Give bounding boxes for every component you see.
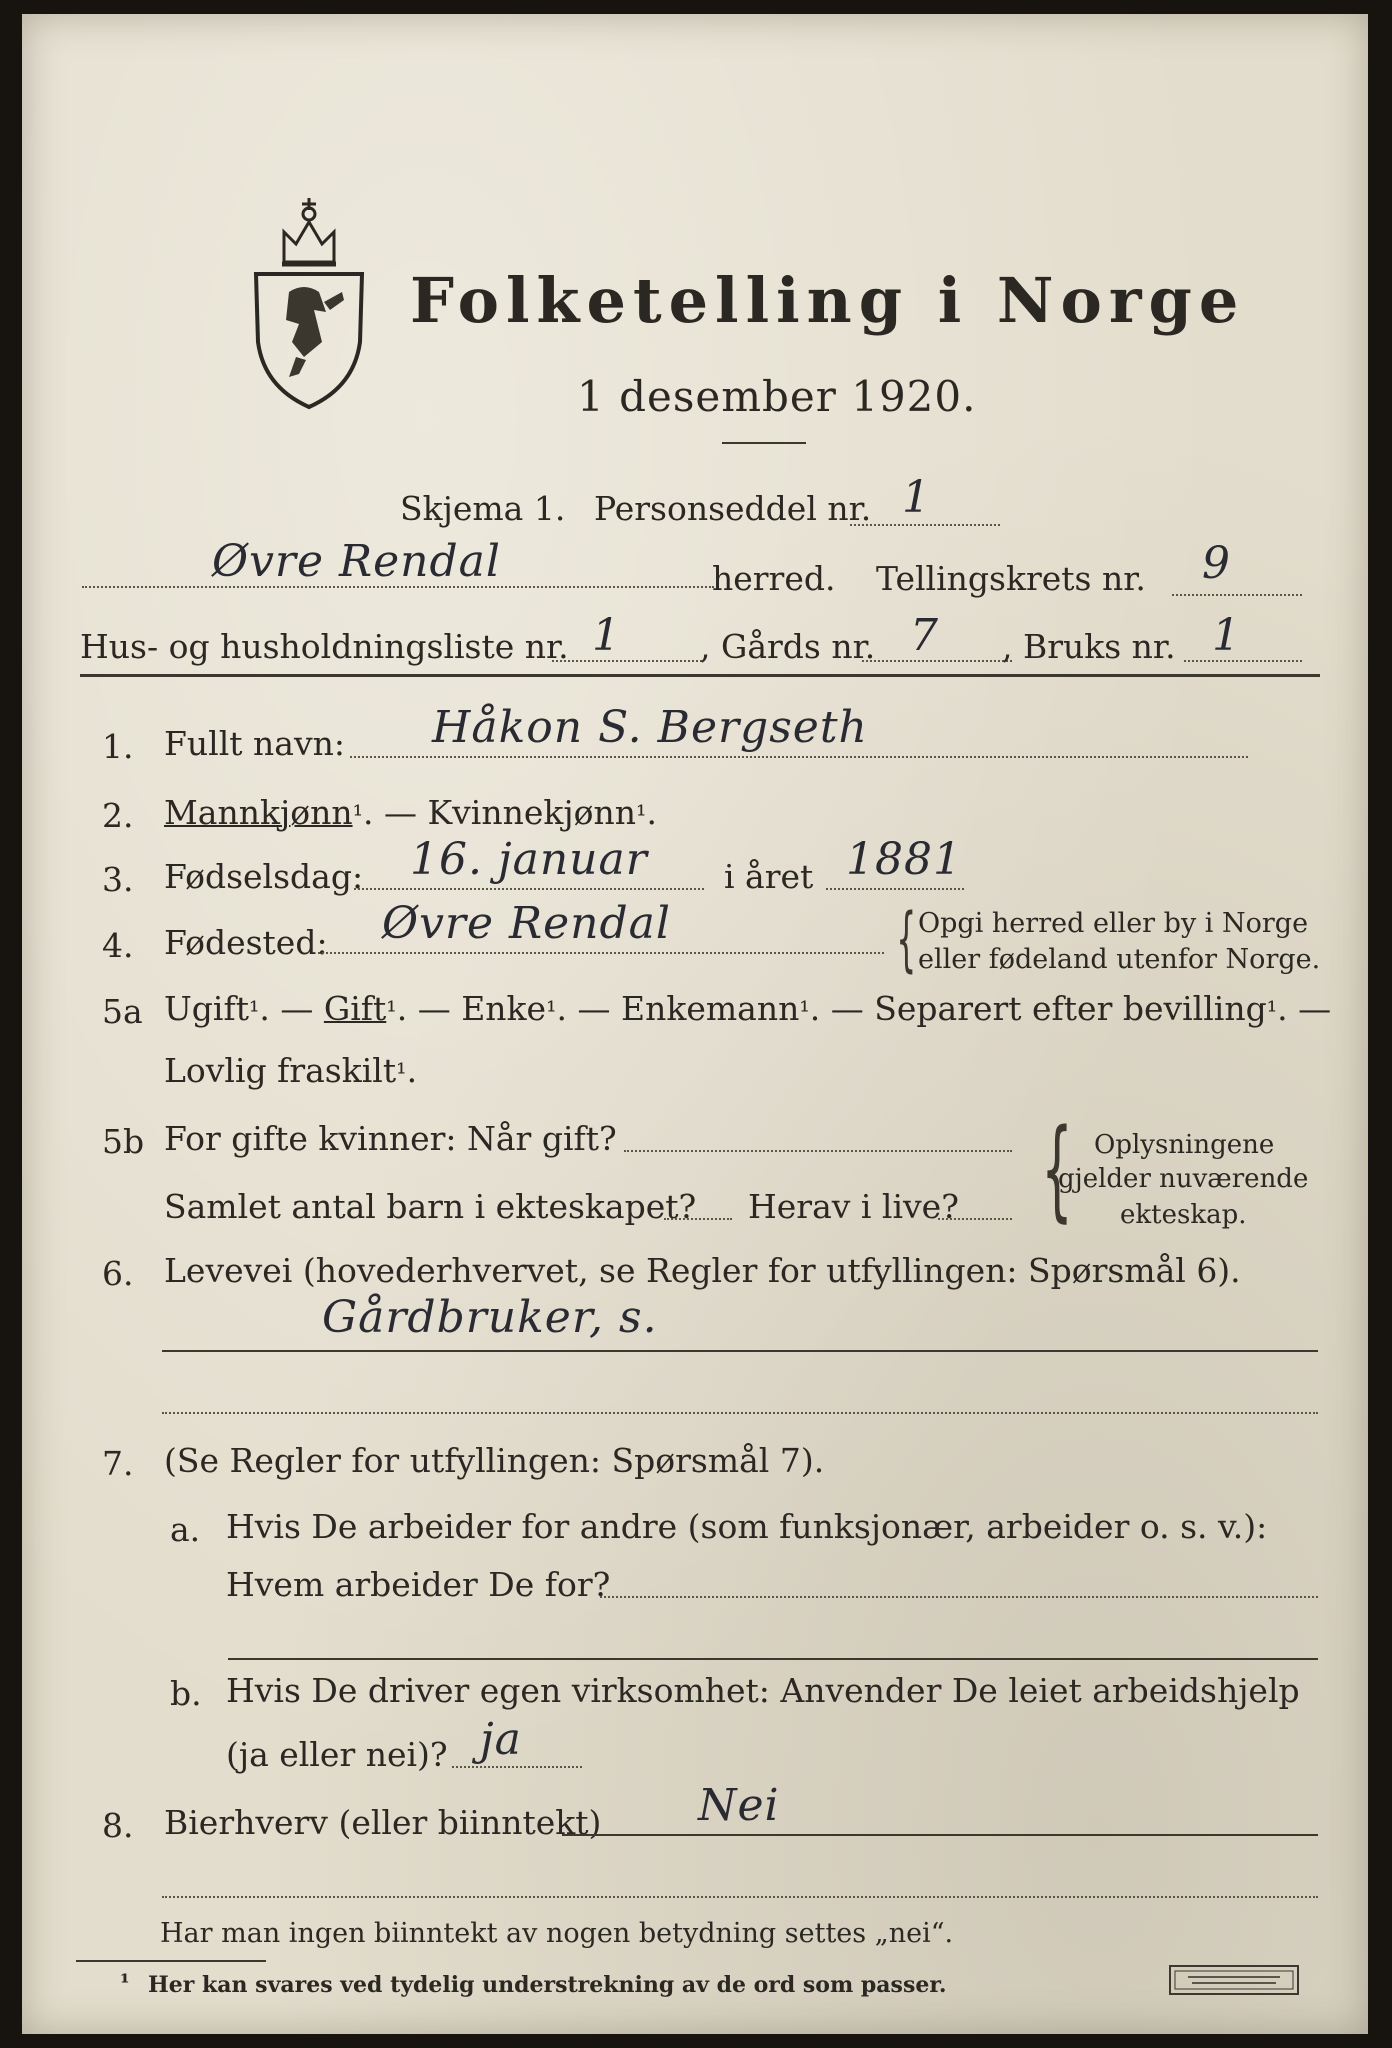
q5b-note-brace: { (1041, 1105, 1073, 1233)
q7b-line1: Hvis De driver egen virksomhet: Anvender De leiet arbeidshjelp (226, 1671, 1300, 1710)
q5b-line2b: Herav i live? (748, 1187, 959, 1226)
q7-label: (Se Regler for utfyllingen: Spørsmål 7). (164, 1441, 825, 1480)
bruks-label: , Bruks nr. (1002, 627, 1176, 666)
printer-stamp-icon (1168, 1964, 1300, 1996)
gender-male-option: Mannkjønn (164, 793, 353, 832)
q4-label: Fødested: (164, 923, 328, 962)
status-ugift-option: Ugift (164, 989, 249, 1028)
q2-number: 2. (102, 796, 134, 835)
status-gift-option: Gift (323, 989, 387, 1028)
q6-line2 (162, 1412, 1318, 1414)
q4-line (318, 952, 884, 954)
q7b-value: ja (480, 1714, 522, 1765)
status-dash-5: — (1298, 989, 1332, 1028)
q5b-line2a: Samlet antal barn i ekteskapet? (164, 1187, 697, 1226)
status-enke-sup: ¹ (546, 997, 557, 1027)
status-enke-option: Enke (461, 989, 547, 1028)
footnote-text: Her kan svares ved tydelig understrekning av de ord som passer. (148, 1972, 947, 1998)
q1-number: 1. (102, 727, 134, 766)
tellingskrets-value: 9 (1202, 538, 1231, 589)
q1-line (350, 756, 1248, 758)
page-title: Folketelling i Norge (410, 264, 1246, 337)
q7a-number: a. (170, 1510, 201, 1549)
q4-note-line2: eller fødeland utenfor Norge. (918, 944, 1321, 975)
personseddel-line (850, 524, 1000, 526)
husholdning-label: Hus- og husholdningsliste nr. (80, 627, 569, 666)
gender-female-sup: ¹ (636, 801, 647, 831)
q5b-line1-dots (624, 1150, 1012, 1152)
skjema-label: Skjema 1. (400, 489, 566, 528)
q5b-number: 5b (102, 1122, 145, 1161)
status-dash-2: — (417, 989, 451, 1028)
q5b-line1: For gifte kvinner: Når gift? (164, 1119, 617, 1158)
q8-line2 (162, 1896, 1318, 1898)
bruks-line (1184, 660, 1302, 662)
q5b-note3: ekteskap. (1120, 1200, 1247, 1230)
status-separert-sup: ¹ (1266, 997, 1278, 1027)
status-ugift-sup: ¹ (248, 997, 260, 1027)
husholdning-line (552, 660, 702, 662)
gards-label: , Gårds nr. (700, 627, 876, 666)
status-gift-sup: ¹ (386, 997, 397, 1027)
q4-number: 4. (102, 926, 134, 965)
husholdning-value: 1 (592, 610, 621, 661)
tellingskrets-line (1172, 594, 1302, 596)
q5b-line2b-dots (938, 1218, 1012, 1220)
gender-separator: . — (363, 793, 428, 832)
q6-label: Levevei (hovederhvervet, se Regler for utfyllingen: Spørsmål 6). (164, 1251, 1241, 1290)
q1-value: Håkon S. Bergseth (432, 702, 868, 753)
q1-label: Fullt navn: (164, 724, 345, 763)
q8-line (562, 1834, 1318, 1836)
census-form-sheet (22, 14, 1368, 2034)
gards-value: 7 (910, 610, 939, 661)
q5b-note1: Oplysningene (1094, 1130, 1275, 1160)
personseddel-value: 1 (902, 472, 931, 523)
q8-label: Bierhverv (eller biinntekt) (164, 1803, 602, 1842)
q3-year-value: 1881 (846, 834, 962, 885)
q6-number: 6. (102, 1254, 134, 1293)
header-divider (80, 674, 1320, 677)
q5a-fraskilt: Lovlig fraskilt¹. (164, 1051, 418, 1090)
gender-male-sup: ¹ (352, 801, 364, 831)
q6-value: Gårdbruker, s. (322, 1292, 658, 1343)
q5b-note2: gjelder nuværende (1058, 1164, 1309, 1194)
status-separert-option: Separert efter bevilling (874, 989, 1267, 1028)
q8-value: Nei (698, 1780, 780, 1831)
title-divider (722, 442, 806, 444)
q7a-line1: Hvis De arbeider for andre (som funksjonær, arbeider o. s. v.): (226, 1507, 1268, 1546)
census-date: 1 desember 1920. (577, 372, 977, 421)
status-dash-1: — (280, 989, 314, 1028)
status-enkemann-sup: ¹ (799, 997, 810, 1027)
tellingskrets-label: Tellingskrets nr. (876, 559, 1146, 598)
status-dash-4: — (830, 989, 864, 1028)
q4-value: Øvre Rendal (382, 898, 671, 949)
status-enkemann-option: Enkemann (621, 989, 800, 1028)
q7-number: 7. (102, 1444, 134, 1483)
personseddel-label: Personseddel nr. (594, 489, 872, 528)
q7b-line2: (ja eller nei)? (226, 1735, 448, 1774)
q5a-options: Ugift¹. — Gift¹. — Enke¹. — Enkemann¹. — Separert efter bevilling¹. — (164, 989, 1332, 1028)
bruks-value: 1 (1212, 610, 1241, 661)
footer-note: Har man ingen biinntekt av nogen betydning settes „nei“. (160, 1918, 954, 1949)
herred-label: herred. (712, 559, 836, 598)
q5b-line2a-dots (664, 1218, 732, 1220)
q7b-line2-dots (452, 1766, 582, 1768)
status-fraskilt-sup: ¹ (396, 1059, 407, 1089)
q7a-line2-dots (600, 1596, 1318, 1598)
q3-line (354, 888, 704, 890)
q3-year-label: i året (724, 857, 814, 896)
herred-value: Øvre Rendal (212, 536, 501, 587)
gender-end: . (646, 793, 657, 832)
status-fraskilt-option: Lovlig fraskilt (164, 1051, 397, 1090)
q4-note-brace: { (896, 898, 917, 980)
gender-female-option: Kvinnekjønn (427, 793, 636, 832)
q3-label: Fødselsdag: (164, 857, 364, 896)
status-dash-3: — (577, 989, 611, 1028)
footnote-rule (76, 1960, 266, 1962)
q8-number: 8. (102, 1806, 134, 1845)
q6-line1 (162, 1350, 1318, 1352)
footnote-mark: ¹ (120, 1970, 130, 1996)
q7a-line3 (228, 1658, 1318, 1660)
q3-number: 3. (102, 860, 134, 899)
q7a-line2: Hvem arbeider De for? (226, 1565, 611, 1604)
q3-value: 16. januar (410, 834, 648, 885)
q2-gender (164, 793, 657, 832)
q3-year-line (826, 888, 964, 890)
norwegian-coat-of-arms-icon (244, 192, 374, 412)
q4-note-line1: Opgi herred eller by i Norge (918, 908, 1309, 939)
q5a-number: 5a (102, 992, 143, 1031)
q7b-number: b. (170, 1674, 202, 1713)
